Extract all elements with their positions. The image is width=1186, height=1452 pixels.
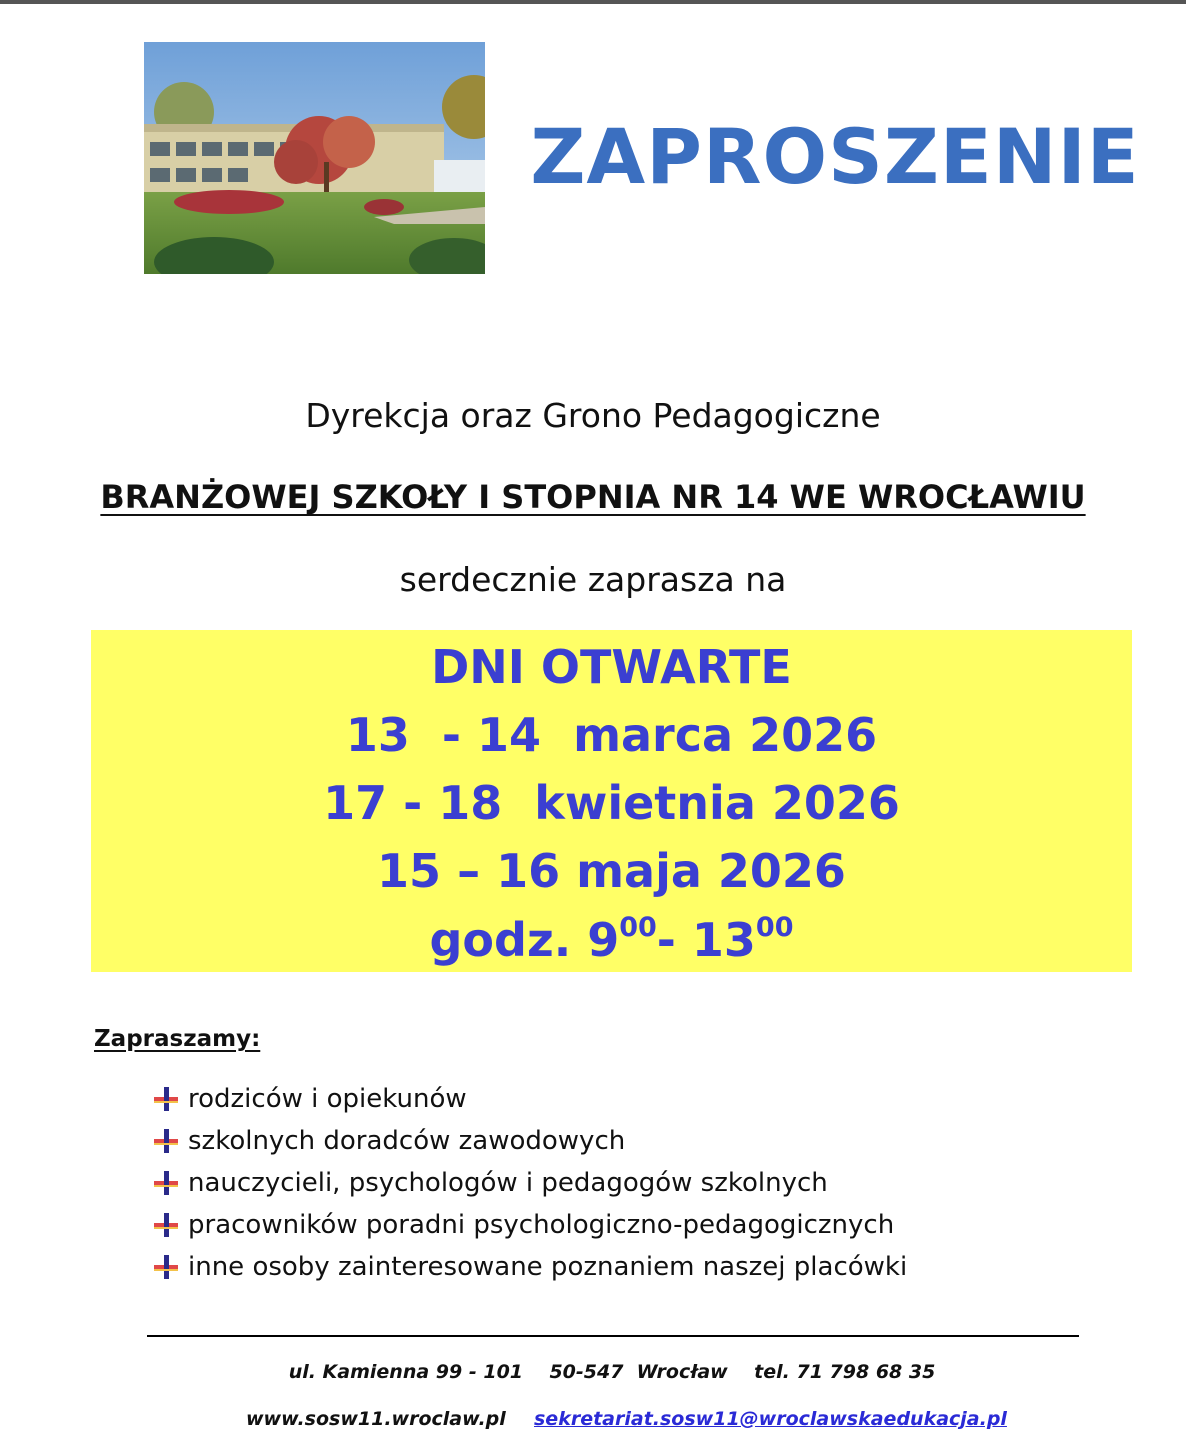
page-title: ZAPROSZENIE (530, 112, 1140, 201)
plus-bullet-icon (152, 1211, 180, 1239)
open-days-box (91, 630, 1132, 972)
list-item-text: nauczycieli, psychologów i pedagogów szkolnych (188, 1168, 828, 1198)
list-item-text: inne osoby zainteresowane poznaniem naszej placówki (188, 1252, 908, 1282)
list-item (152, 1120, 907, 1162)
school-name-text: BRANŻOWEJ SZKOŁY I STOPNIA NR 14 WE WROCŁAWIU (100, 478, 1086, 516)
plus-bullet-icon (152, 1085, 180, 1113)
invite-heading: Zapraszamy: (94, 1026, 261, 1052)
footer-divider (147, 1335, 1079, 1337)
footer-address: ul. Kamienna 99 - 101 50-547 Wrocław tel. 71 798 68 35 (288, 1361, 936, 1383)
event-date: 13 - 14 marca 2026 (345, 708, 878, 762)
plus-bullet-icon (152, 1169, 180, 1197)
plus-bullet-icon (152, 1127, 180, 1155)
event-date: 15 – 16 maja 2026 (377, 844, 846, 898)
top-border (0, 0, 1186, 4)
invite-line: serdecznie zaprasza na (399, 560, 787, 599)
list-item-text: szkolnych doradców zawodowych (188, 1126, 626, 1156)
event-hours (91, 912, 1132, 967)
hours-end-minutes: 00 (755, 912, 794, 943)
event-date: 17 - 18 kwietnia 2026 (323, 776, 900, 830)
intro-line: Dyrekcja oraz Grono Pedagogiczne (305, 396, 881, 435)
hours-prefix: godz. 9 (429, 913, 620, 967)
hours-start-minutes: 00 (619, 912, 657, 943)
list-item (152, 1246, 907, 1288)
footer-email-link[interactable]: sekretariat.sosw11@wroclawskaedukacja.pl (534, 1408, 1007, 1430)
hours-mid: - 13 (656, 913, 756, 967)
invitee-list (152, 1078, 907, 1288)
school-name (0, 478, 1186, 516)
list-item-text: pracowników poradni psychologiczno-pedagogicznych (188, 1210, 895, 1240)
open-days-title: DNI OTWARTE (431, 640, 792, 694)
school-building-photo (144, 42, 485, 274)
list-item (152, 1204, 907, 1246)
list-item-text: rodziców i opiekunów (188, 1084, 467, 1114)
list-item (152, 1162, 907, 1204)
list-item (152, 1078, 907, 1120)
plus-bullet-icon (152, 1253, 180, 1281)
footer-website-link[interactable]: www.sosw11.wroclaw.pl (246, 1408, 506, 1430)
